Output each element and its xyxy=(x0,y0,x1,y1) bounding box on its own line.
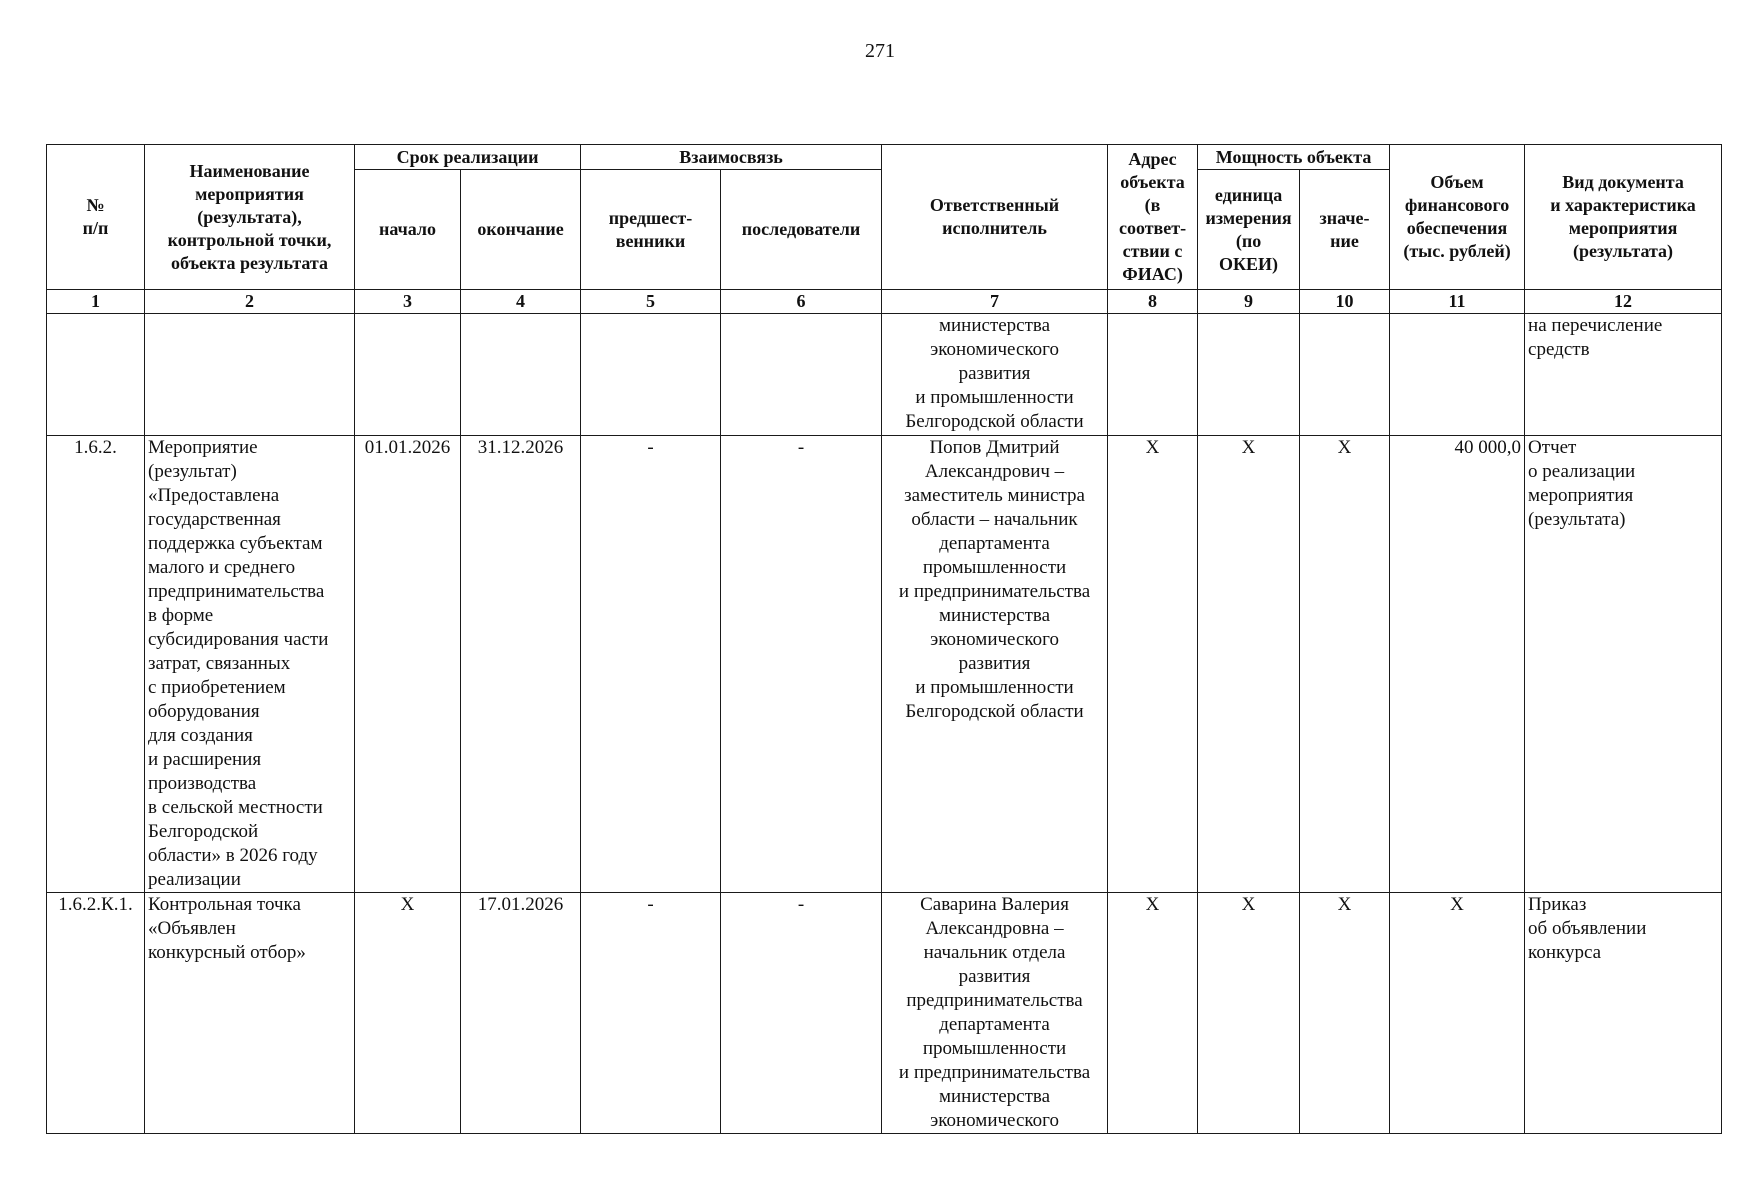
header-link-group: Взаимосвязь xyxy=(581,145,882,170)
row-unit: X xyxy=(1198,893,1300,1134)
header-address: Адрес объекта (в соответ- ствии с ФИАС) xyxy=(1108,145,1198,290)
header-name: Наименование мероприятия (результата), контрольной точки, объекта результата xyxy=(145,145,355,290)
column-number: 10 xyxy=(1300,290,1390,314)
header-num: № п/п xyxy=(47,145,145,290)
column-number-row xyxy=(47,290,1722,314)
row-next: - xyxy=(721,436,882,893)
column-number: 12 xyxy=(1525,290,1722,314)
row-prev xyxy=(581,314,721,436)
row-next xyxy=(721,314,882,436)
row-value: X xyxy=(1300,893,1390,1134)
column-number: 8 xyxy=(1108,290,1198,314)
row-unit: X xyxy=(1198,436,1300,893)
row-responsible: Саварина Валерия Александровна – начальник отдела развития предпринимательства департамента промышленности и предпринимательства министерства экономического xyxy=(882,893,1108,1134)
row-doc: на перечисление средств xyxy=(1525,314,1722,436)
row-num xyxy=(47,314,145,436)
column-number: 11 xyxy=(1390,290,1525,314)
row-address: X xyxy=(1108,436,1198,893)
row-num: 1.6.2.К.1. xyxy=(47,893,145,1134)
header-responsible: Ответственный исполнитель xyxy=(882,145,1108,290)
header-doc: Вид документа и характеристика мероприятия (результата) xyxy=(1525,145,1722,290)
page-number: 271 xyxy=(865,40,895,62)
column-number: 5 xyxy=(581,290,721,314)
table-header xyxy=(47,145,1722,290)
row-prev: - xyxy=(581,436,721,893)
row-responsible: министерства экономического развития и промышленности Белгородской области xyxy=(882,314,1108,436)
row-doc: Приказ об объявлении конкурса xyxy=(1525,893,1722,1134)
row-value: X xyxy=(1300,436,1390,893)
row-name: Контрольная точка «Объявлен конкурсный отбор» xyxy=(145,893,355,1134)
row-start: X xyxy=(355,893,461,1134)
column-number: 6 xyxy=(721,290,882,314)
column-number: 7 xyxy=(882,290,1108,314)
table-row xyxy=(47,893,1722,1134)
row-finance: X xyxy=(1390,893,1525,1134)
row-start: 01.01.2026 xyxy=(355,436,461,893)
header-link-next: последователи xyxy=(721,170,882,290)
table-row xyxy=(47,436,1722,893)
row-start xyxy=(355,314,461,436)
row-doc: Отчет о реализации мероприятия (результата) xyxy=(1525,436,1722,893)
column-number: 1 xyxy=(47,290,145,314)
column-number: 4 xyxy=(461,290,581,314)
row-end: 17.01.2026 xyxy=(461,893,581,1134)
table-row xyxy=(47,314,1722,436)
column-number: 9 xyxy=(1198,290,1300,314)
row-next: - xyxy=(721,893,882,1134)
header-term-start: начало xyxy=(355,170,461,290)
row-finance: 40 000,0 xyxy=(1390,436,1525,893)
header-finance: Объем финансового обеспечения (тыс. рублей) xyxy=(1390,145,1525,290)
header-capacity-value: значе- ние xyxy=(1300,170,1390,290)
row-end xyxy=(461,314,581,436)
row-finance xyxy=(1390,314,1525,436)
row-value xyxy=(1300,314,1390,436)
row-address: X xyxy=(1108,893,1198,1134)
column-number: 2 xyxy=(145,290,355,314)
row-num: 1.6.2. xyxy=(47,436,145,893)
header-term-group: Срок реализации xyxy=(355,145,581,170)
header-capacity-unit: единица измерения (по ОКЕИ) xyxy=(1198,170,1300,290)
plan-table xyxy=(46,144,1722,1134)
row-name xyxy=(145,314,355,436)
row-address xyxy=(1108,314,1198,436)
header-term-end: окончание xyxy=(461,170,581,290)
column-number: 3 xyxy=(355,290,461,314)
row-unit xyxy=(1198,314,1300,436)
row-prev: - xyxy=(581,893,721,1134)
row-name: Мероприятие (результат) «Предоставлена государственная поддержка субъектам малого и среднего предпринимательства в форме субсидирования части затрат, связанных с приобретением оборудования для создания и расширения производства в сельской местности Белгородской области» в 2026 году реализации xyxy=(145,436,355,893)
row-end: 31.12.2026 xyxy=(461,436,581,893)
header-capacity-group: Мощность объекта xyxy=(1198,145,1390,170)
row-responsible: Попов Дмитрий Александрович – заместитель министра области – начальник департамента промышленности и предпринимательства министерства экономического развития и промышленности Белгородской области xyxy=(882,436,1108,893)
header-link-prev: предшест- венники xyxy=(581,170,721,290)
